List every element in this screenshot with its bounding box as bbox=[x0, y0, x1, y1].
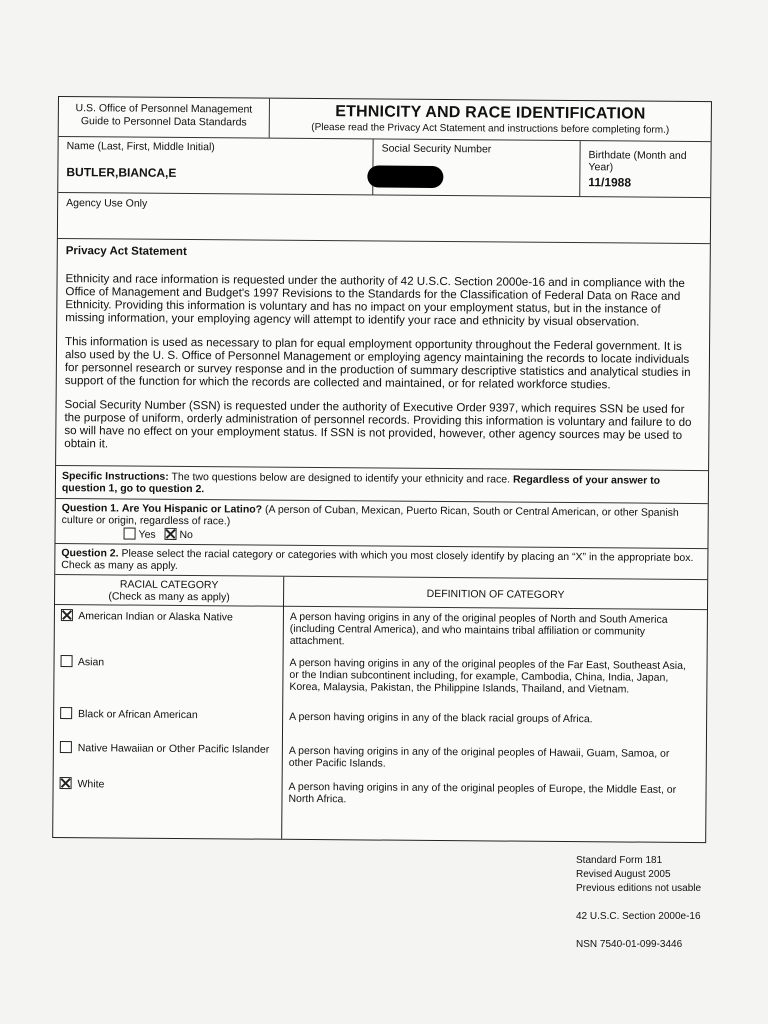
q2-label: Question 2. bbox=[61, 547, 119, 560]
identity-row bbox=[58, 137, 710, 198]
definition-header: DEFINITION OF CATEGORY bbox=[284, 577, 707, 610]
category-checkbox-asian[interactable] bbox=[61, 655, 73, 667]
instructions-bold: Regardless of your answer to question 1, go to question 2. bbox=[61, 473, 661, 496]
category-header bbox=[55, 575, 283, 607]
category-row bbox=[54, 777, 111, 790]
agency-line1: U.S. Office of Personnel Management bbox=[75, 102, 253, 116]
agency-use-field bbox=[58, 193, 710, 244]
privacy-paragraph-2: This information is used as necessary to plan for equal employment opportunity throughout the Federal government. It is also used by the U. S. Office of Personnel Management or employing agency maintaining the records to locate individuals for personnel research or survey response and in the production of summary descriptive statistics and analytical studies in support of the function for which the records are collected and maintained, or for related workforce studies. bbox=[64, 335, 691, 392]
category-column bbox=[53, 575, 284, 839]
q1-label: Question 1. bbox=[61, 502, 119, 515]
ssn-label: Social Security Number bbox=[381, 142, 492, 156]
definition-cells bbox=[282, 607, 707, 842]
specific-instructions bbox=[56, 466, 708, 504]
revised-date: Revised August 2005 bbox=[576, 869, 671, 880]
previous-editions-note: Previous editions not usable bbox=[576, 883, 702, 894]
question-2 bbox=[55, 544, 707, 580]
category-checkbox-american-indian[interactable] bbox=[61, 609, 73, 621]
standard-form-number: Standard Form 181 bbox=[576, 855, 663, 866]
question-1 bbox=[55, 499, 707, 549]
privacy-paragraph-3: Social Security Number (SSN) is requested under the authority of Executive Order 9397, which requires SSN be used for the purpose of uniform, orderly administration of personnel records. Providing this information is voluntary and failure to do so will have no effect on your employment status. If SSN is not provided, however, other agency sources may be used to obtain it. bbox=[64, 398, 692, 451]
form-header bbox=[59, 97, 711, 142]
q1-note: (A person of Cuban, Mexican, Puerto Rican, South or Central American, or other Spanish culture or origin, regardless of race.) bbox=[61, 503, 679, 528]
q1-question: Are You Hispanic or Latino? bbox=[121, 502, 263, 516]
category-header-line1: RACIAL CATEGORY bbox=[119, 578, 219, 592]
category-row bbox=[54, 707, 204, 721]
title-block bbox=[270, 99, 711, 141]
category-label: Native Hawaiian or Other Pacific Islander bbox=[77, 742, 270, 756]
name-value: BUTLER,BIANCA,E bbox=[66, 165, 177, 180]
category-row bbox=[54, 741, 275, 756]
privacy-paragraph-1: Ethnicity and race information is requested under the authority of 42 U.S.C. Section 2000e-16 and in compliance with the Office of Management and Budget's 1997 Revisions to the Standards for the Classification of Federal Data on Race and Ethnicity. Providing this information is voluntary and has no impact on your employment status, but in the instance of missing information, your employing agency will attempt to identify your race and ethnicity by visual observation. bbox=[65, 272, 685, 329]
ethnicity-race-form bbox=[52, 96, 712, 843]
form-title: ETHNICITY AND RACE IDENTIFICATION bbox=[335, 103, 646, 123]
category-cells bbox=[53, 605, 283, 839]
racial-category-table bbox=[53, 575, 707, 842]
yes-checkbox[interactable] bbox=[124, 528, 136, 540]
agency-block bbox=[59, 97, 270, 138]
category-row bbox=[55, 609, 239, 623]
category-label: Asian bbox=[77, 656, 105, 669]
instructions-label: Specific Instructions: bbox=[61, 470, 169, 483]
ssn-redaction bbox=[367, 165, 443, 188]
privacy-heading: Privacy Act Statement bbox=[65, 245, 187, 259]
q2-text: Please select the racial category or categories with which you most closely identify by placing an “X” in the appropriate box. Check as many as apply. bbox=[61, 547, 694, 572]
definition-text: A person having origins in any of the original peoples of North and South America (including Central America), and who maintains tribal affiliation or community attachment. bbox=[289, 610, 668, 648]
category-row bbox=[55, 655, 111, 668]
birthdate-field[interactable] bbox=[580, 141, 710, 197]
birthdate-label: Birthdate (Month and Year) bbox=[588, 149, 687, 174]
agency-use-label: Agency Use Only bbox=[66, 197, 148, 210]
nsn-number: NSN 7540-01-099-3446 bbox=[576, 939, 683, 950]
no-label: No bbox=[179, 528, 193, 542]
form-footer bbox=[576, 854, 701, 952]
birthdate-value: 11/1988 bbox=[588, 175, 632, 190]
definition-text: A person having origins in any of the original peoples of the Far East, Southeast Asia, or the Indian subcontinent including, for example, Cambodia, China, India, Japan, Korea, Malaysia, Pakistan, the Philippine Islands, Thailand, and Vietnam. bbox=[289, 656, 686, 696]
ssn-field[interactable] bbox=[373, 139, 580, 196]
category-checkbox-black[interactable] bbox=[60, 707, 72, 719]
no-checkbox[interactable] bbox=[164, 528, 176, 540]
definition-text: A person having origins in any of the black racial groups of Africa. bbox=[289, 710, 593, 726]
definition-text: A person having origins in any of the original peoples of Hawaii, Guam, Samoa, or other Pacific Islands. bbox=[288, 744, 670, 770]
category-checkbox-pacific-islander[interactable] bbox=[60, 741, 72, 753]
q1-options bbox=[62, 527, 702, 545]
name-label: Name (Last, First, Middle Initial) bbox=[66, 140, 215, 154]
instructions-text: The two questions below are designed to identify your ethnicity and race. bbox=[171, 470, 511, 486]
definition-text: A person having origins in any of the original peoples of Europe, the Middle East, or North Africa. bbox=[288, 780, 677, 806]
usc-reference: 42 U.S.C. Section 2000e-16 bbox=[576, 911, 701, 922]
category-label: White bbox=[77, 778, 105, 791]
category-label: Black or African American bbox=[78, 708, 198, 722]
category-checkbox-white[interactable] bbox=[60, 777, 72, 789]
category-label: American Indian or Alaska Native bbox=[78, 610, 233, 624]
yes-label: Yes bbox=[138, 528, 156, 541]
name-field[interactable] bbox=[58, 137, 373, 194]
privacy-act-section bbox=[56, 239, 710, 471]
agency-line2: Guide to Personnel Data Standards bbox=[80, 115, 247, 129]
category-header-line2: (Check as many as apply) bbox=[108, 590, 230, 604]
form-subtitle: (Please read the Privacy Act Statement and instructions before completing form.) bbox=[311, 121, 670, 136]
definition-column bbox=[282, 577, 707, 842]
